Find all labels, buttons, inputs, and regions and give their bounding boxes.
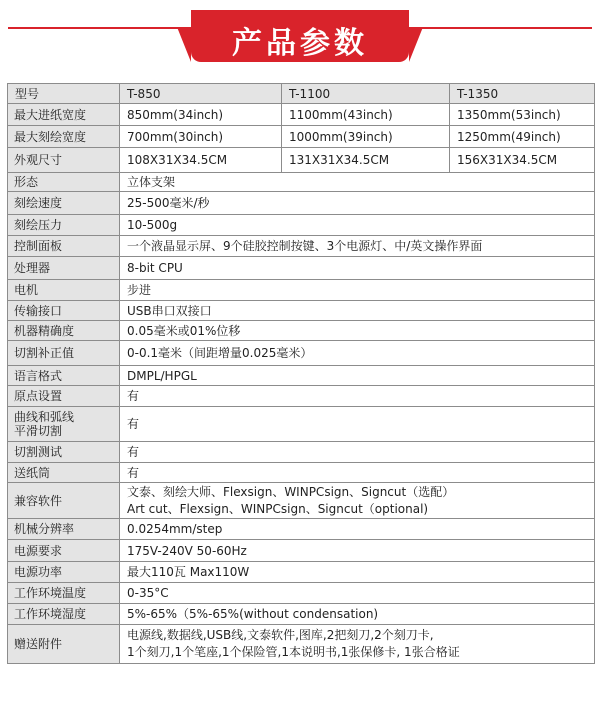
table-row bbox=[8, 341, 595, 366]
row-label: 传输接口 bbox=[8, 301, 120, 321]
row-value: 有 bbox=[120, 407, 595, 442]
row-value-line: 电源线,数据线,USB线,文泰软件,图库,2把刻刀,2个刻刀卡, bbox=[127, 628, 434, 642]
table-row bbox=[8, 583, 595, 604]
row-value: 步进 bbox=[120, 280, 595, 301]
row-value: 1250mm(49inch) bbox=[450, 126, 595, 148]
row-value: 5%-65%（5%-65%(without condensation) bbox=[120, 604, 595, 625]
row-value-line: 文泰、刻绘大师、Flexsign、WINPCsign、Signcut（选配） bbox=[127, 484, 455, 499]
row-label: 切割补正值 bbox=[8, 341, 120, 366]
row-label: 电源功率 bbox=[8, 562, 120, 583]
table-row bbox=[8, 126, 595, 148]
row-value: 0.0254mm/step bbox=[120, 519, 595, 540]
row-label: 刻绘压力 bbox=[8, 215, 120, 236]
row-value: 0-0.1毫米（间距增量0.025毫米） bbox=[120, 341, 595, 366]
row-value: 0.05毫米或01%位移 bbox=[120, 321, 595, 341]
row-value: 立体支架 bbox=[120, 173, 595, 192]
page-title: 产品参数 bbox=[232, 26, 368, 61]
banner-tab bbox=[191, 10, 409, 62]
header-label: 型号 bbox=[8, 84, 120, 104]
row-label: 工作环境温度 bbox=[8, 583, 120, 604]
row-value: 25-500毫米/秒 bbox=[120, 192, 595, 215]
row-label: 电源要求 bbox=[8, 540, 120, 562]
row-label: 最大刻绘宽度 bbox=[8, 126, 120, 148]
row-value: 10-500g bbox=[120, 215, 595, 236]
row-label: 控制面板 bbox=[8, 236, 120, 257]
table-row bbox=[8, 519, 595, 540]
row-value: 1350mm(53inch) bbox=[450, 104, 595, 126]
table-row bbox=[8, 562, 595, 583]
table-row bbox=[8, 366, 595, 386]
table-row bbox=[8, 625, 595, 664]
row-value: 1000mm(39inch) bbox=[282, 126, 450, 148]
row-label: 原点设置 bbox=[8, 386, 120, 407]
table-row bbox=[8, 215, 595, 236]
row-label: 兼容软件 bbox=[8, 483, 120, 519]
row-value: 一个液晶显示屏、9个硅胶控制按键、3个电源灯、中/英文操作界面 bbox=[120, 236, 595, 257]
table-row bbox=[8, 236, 595, 257]
row-value: 850mm(34inch) bbox=[120, 104, 282, 126]
table-row bbox=[8, 321, 595, 341]
row-value: USB串口双接口 bbox=[120, 301, 595, 321]
table-row bbox=[8, 604, 595, 625]
row-label: 送纸筒 bbox=[8, 463, 120, 483]
table-row bbox=[8, 463, 595, 483]
row-label-line: 曲线和弧线 bbox=[14, 410, 75, 424]
row-label: 语言格式 bbox=[8, 366, 120, 386]
row-label: 形态 bbox=[8, 173, 120, 192]
table-row bbox=[8, 442, 595, 463]
row-label: 机械分辨率 bbox=[8, 519, 120, 540]
row-value-line: Art cut、Flexsign、WINPCsign、Signcut（optional) bbox=[127, 501, 429, 516]
table-row bbox=[8, 104, 595, 126]
row-value bbox=[120, 625, 595, 664]
spec-table bbox=[7, 83, 595, 664]
model-name: T-850 bbox=[120, 84, 282, 104]
table-row bbox=[8, 301, 595, 321]
table-row bbox=[8, 540, 595, 562]
row-value: 有 bbox=[120, 386, 595, 407]
table-row bbox=[8, 173, 595, 192]
table-header-row bbox=[8, 84, 595, 104]
table-row bbox=[8, 280, 595, 301]
row-label bbox=[8, 407, 120, 442]
row-value: 8-bit CPU bbox=[120, 257, 595, 280]
row-value: 0-35°C bbox=[120, 583, 595, 604]
title-banner bbox=[0, 0, 600, 64]
row-label: 工作环境湿度 bbox=[8, 604, 120, 625]
row-value: 700mm(30inch) bbox=[120, 126, 282, 148]
row-label: 处理器 bbox=[8, 257, 120, 280]
model-name: T-1350 bbox=[450, 84, 595, 104]
table-row bbox=[8, 483, 595, 519]
model-name: T-1100 bbox=[282, 84, 450, 104]
row-value: 1100mm(43inch) bbox=[282, 104, 450, 126]
row-value-line: 1个刻刀,1个笔座,1个保险管,1本说明书,1张保修卡, 1张合格证 bbox=[127, 645, 460, 659]
row-label: 赠送附件 bbox=[8, 625, 120, 664]
table-row bbox=[8, 386, 595, 407]
row-value: 131X31X34.5CM bbox=[282, 148, 450, 173]
row-value: DMPL/HPGL bbox=[120, 366, 595, 386]
table-row bbox=[8, 192, 595, 215]
row-value: 有 bbox=[120, 463, 595, 483]
row-value: 最大110瓦 Max110W bbox=[120, 562, 595, 583]
row-value: 有 bbox=[120, 442, 595, 463]
table-row bbox=[8, 148, 595, 173]
row-value bbox=[120, 483, 595, 519]
row-label: 电机 bbox=[8, 280, 120, 301]
row-value: 175V-240V 50-60Hz bbox=[120, 540, 595, 562]
table-row bbox=[8, 257, 595, 280]
row-value: 108X31X34.5CM bbox=[120, 148, 282, 173]
table-row bbox=[8, 407, 595, 442]
row-label-line: 平滑切割 bbox=[14, 424, 63, 438]
row-label: 机器精确度 bbox=[8, 321, 120, 341]
row-value: 156X31X34.5CM bbox=[450, 148, 595, 173]
row-label: 切割测试 bbox=[8, 442, 120, 463]
row-label: 最大进纸宽度 bbox=[8, 104, 120, 126]
row-label: 外观尺寸 bbox=[8, 148, 120, 173]
row-label: 刻绘速度 bbox=[8, 192, 120, 215]
